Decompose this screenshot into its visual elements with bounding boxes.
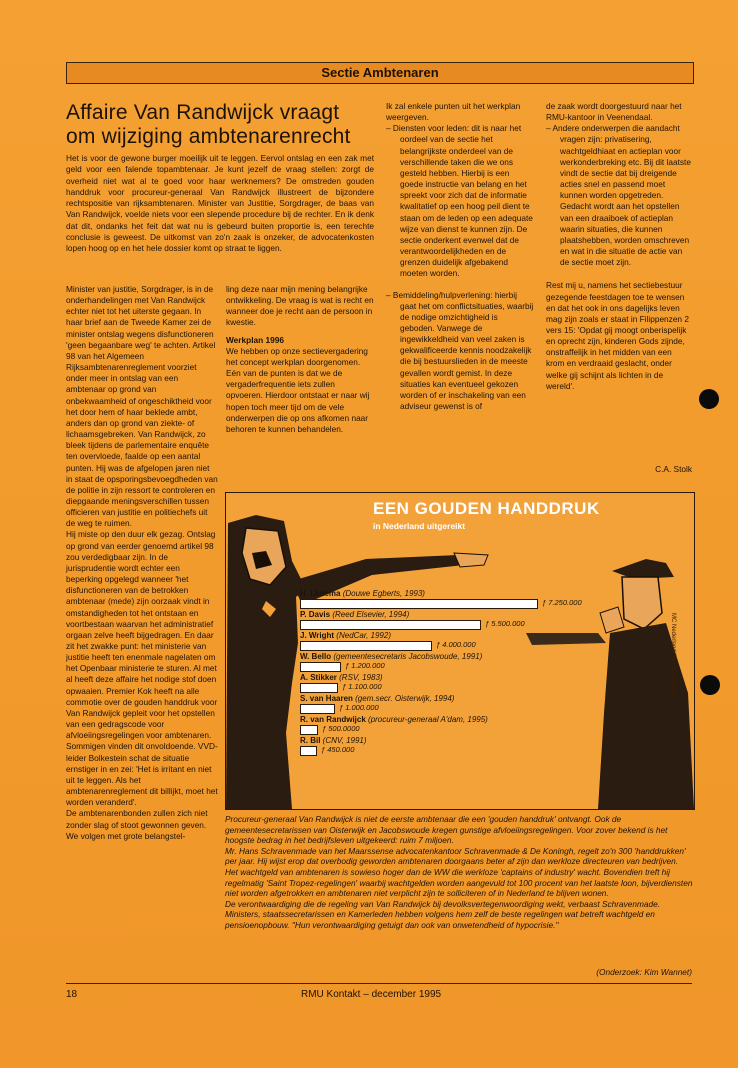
- paragraph: Rest mij u, namens het sectiebestuur gezegende feestdagen toe te wensen en dat het ook in ons dagelijks leven mag zijn zoals er staat in Filippenzen 2 vers 15: 'Opdat gij moogt onberispelijk en oprecht zijn, kinderen Gods zijnde, onstraffelijk in het midden van een krom en verdraaid geslacht, onder welke gij schijnt als lichten in de wereld'.: [546, 280, 689, 391]
- bar-value-label: ƒ 1.000.000: [339, 703, 379, 712]
- column-4: [546, 101, 692, 392]
- paragraph: De ambtenarenbonden zullen zich niet zonder slag of stoot gewonnen geven.: [66, 808, 208, 830]
- bar-value-label: ƒ 7.250.000: [542, 598, 582, 607]
- bar-organisation: (CNV, 1991): [322, 736, 367, 745]
- caption-paragraph: Mr. Hans Schravenmade van het Maarssense advocatenkantoor Schravenmade & De Koningh, regelt zo'n 300 'handdrukken' per jaar. Hij wijst erop dat overbodig geworden ambtenaren doorgaans beter af zijn dan werkloze directeuren van bedrijven. Het wachtgeld van ambtenaren is sowieso hoger dan de WW die werkloze 'captains of industry' wacht. Bovendien treft hij regelmatig 'Saint Tropez-regelingen' waarbij wachtgelden worden aangevuld tot 100 procent van het laatste loon, bijverdiensten niet worden afgetrokken en ambtenaren niet verplicht zijn te solliciteren of in Nederland te blijven wonen.: [225, 845, 693, 899]
- bar: [300, 620, 481, 630]
- handshake-chart: [225, 492, 695, 810]
- list-item: – Bemiddeling/hulpverlening: hierbij gaat het om conflictsituaties, waarbij de nodige omzichtigheid is geboden. Vanwege de ingewikkeldheid van veel zaken is gekwalificeerde kennis noodzakelijk die bij bestuurslieden in de meeste gevallen wordt gemist. In deze situaties kan eventueel gekozen worden of er inschakeling van een adviseur gewenst is of: [386, 289, 534, 412]
- bar-value-label: ƒ 4.000.000: [436, 640, 476, 649]
- punch-hole-icon: [700, 675, 720, 695]
- research-credit: (Onderzoek: Kim Wannet): [596, 967, 692, 977]
- chart-subtitle: in Nederland uitgereikt: [373, 521, 466, 531]
- footer-title: RMU Kontakt – december 1995: [301, 989, 442, 1000]
- bar: [300, 746, 317, 756]
- bar-organisation: (gem.secr. Oisterwijk, 1994): [355, 694, 455, 703]
- chart-title: EEN GOUDEN HANDDRUK: [373, 499, 600, 518]
- paragraph: ling deze naar mijn mening belangrijke ontwikkeling. De vraag is wat is recht en wanneer doe je recht aan de persoon in kwestie.: [226, 284, 374, 328]
- bar-name: J. Wright: [300, 631, 337, 640]
- bar-label: [300, 652, 482, 661]
- footer-rule: [66, 983, 692, 984]
- bar-name: H. IJntema: [300, 589, 343, 598]
- chart-caption: [225, 814, 693, 931]
- section-header: Sectie Ambtenaren: [66, 62, 694, 84]
- paragraph: de zaak wordt doorgestuurd naar het RMU-kantoor in Veenendaal.: [546, 101, 682, 123]
- bar: [300, 704, 335, 714]
- bar-value-label: ƒ 450.000: [321, 745, 355, 754]
- bar: [300, 683, 338, 693]
- list-item: – Diensten voor leden: dit is naar het oordeel van de sectie het belangrijkste onderdeel van de verschillende taken die we ons gesteld hebben. Hierbij is een goede instructie van belang en het spreekt voor zich dat de informatie kwalitatief op een hoog peil dient te staan om de leden op een adequate wijze van dienst te kunnen zijn. De sectie onderkent evenwel dat de verantwoordelijkheden en de grenzen duidelijk afgebakend moeten worden.: [386, 123, 533, 279]
- bar-name: P. Davis: [300, 610, 333, 619]
- bar: [300, 641, 432, 651]
- bar-name: R. van Randwijck: [300, 715, 369, 724]
- bar-name: S. van Haaren: [300, 694, 356, 703]
- caption-paragraph: De verontwaardiging die de regeling van Van Randwijck bij devolksvertegenwoordiging wekt, verbaast Schravenmade. Ministers, staatssecretarissen en Kamerleden hebben volgens hem zelf de beste regelingen wat betreft wachtgeld en pensioenopbouw. "Hun verontwaardiging getuigt dan ook van onwetendheid of hypocrisie.": [225, 898, 661, 930]
- paragraph: Ik zal enkele punten uit het werkplan weergeven.: [386, 101, 521, 123]
- caption-paragraph: Procureur-generaal Van Randwijck is niet de eerste ambtenaar die een 'gouden handdruk' ontvangt. Ook de gemeentesecretarissen van Oisterwijk en Jacobswoude kregen gunstige afvloeiingsregelingen. Voor zover bekend is het hoogste bedrag in het bedrijfsleven uitgekeerd: ruim 7 miljoen.: [225, 814, 668, 846]
- intro-paragraph: Het is voor de gewone burger moeilijk uit te leggen. Eervol ontslag en een zak met geld voor een falende topambtenaar. Je kunt jezelf de vraag stellen: zorgt de overheid niet wat al te goed voor haar werknemers? De omstreden gouden handdruk voor procureur-generaal Van Randwijck illustreert de bijzondere rechtspositie van rijksambtenaren. Minister van Justitie, Sorgdrager, de baas van Van Randwijck, voelde niets voor een slepende procedure bij de rechter. En ik denk dat dit, ondanks het feit dat wat nu is gebeurd buiten proportie is, een terechte conclusie is geweest. De uitkomst van zo'n zaak is onzeker, de advocatenkosten lopen hoog op en het hele dossier komt op straat te liggen.: [66, 153, 374, 254]
- list-item: – Andere onderwerpen die aandacht vragen zijn: privatisering, wachtgeldhiaat en actieplan voor werkonderbreking etc. Bij dit laatste vindt de sectie dat bij dreigende acties snel en passend moet kunnen worden opgetreden. Gedacht wordt aan het opstellen van een draaiboek of actieplan waarin situaties, die kunnen plaatshebben, worden omschreven en wat in die situatie de actie van de sectie moet zijn.: [546, 123, 691, 268]
- page-number: 18: [66, 989, 78, 1000]
- bar: [300, 662, 341, 672]
- bar: [300, 599, 538, 609]
- chart-illustration: [226, 493, 694, 809]
- bar-organisation: (gemeentesecretaris Jacobswoude, 1991): [333, 652, 483, 661]
- bar-label: [300, 610, 409, 619]
- bar-label: [300, 589, 425, 598]
- bar-label: [300, 673, 383, 682]
- column-1: [66, 284, 218, 842]
- illustration-credit: MC Nederland '95 / Ed Vortman: [670, 613, 676, 698]
- punch-hole-icon: [699, 389, 719, 409]
- bar-name: A. Stikker: [300, 673, 340, 682]
- author-signature: C.A. Stolk: [655, 464, 692, 474]
- bar-name: R. Bil: [300, 736, 323, 745]
- bar-organisation: (NedCar, 1992): [336, 631, 391, 640]
- bar: [300, 725, 318, 735]
- paragraph: Hij miste op den duur elk gezag. Ontslag op grond van eerder genoemd artikel 98 zou verdedigbaar zijn. In de jurisprudentie wordt echter een beperking opgelegd wanneer 'het disfunctioneren van de betrokken ambtenaar (mede) zijn oorzaak vindt in omstandigheden tot het ontstaan en voortbestaan waarvan het administratief orgaan zelve heeft bijgedragen. En daar zit het zwakke punt: het ministerie van justitie heeft ten enenmale nagelaten om het Openbaar ministerie te sturen. Al met al heeft deze affaire het nodige stof doen opwaaien. Premier Kok heeft na alle commotie over de gouden handdruk voor Van Randwijck gepleit voor het opstellen van een gedragscode voor afvloeiingsregelingen voor ambtenaren. Sommigen vinden dit onvoldoende. VVD-leider Bolkestein schat de situatie ernstiger in en zei: 'Het is irritant en niet uit te leggen. Als het ambtenarenreglement dit billijkt, moet het worden veranderd'.: [66, 529, 218, 808]
- bar-organisation: (Reed Elsevier, 1994): [332, 610, 410, 619]
- paragraph: Minister van justitie, Sorgdrager, is in de onderhandelingen met Van Randwijck echter niet tot het uiterste gegaan. In haar brief aan de Tweede Kamer zei de minister ontslag wegens disfunctioneren 'geen begaanbare weg' te achten. Artikel 98 van het Algemeen Rijksambtenarenreglement voorziet onder meer in ontslag van een ambtenaar op grond van onbekwaamheid of ongeschiktheid voor het door hem of haar beklede ambt, anders dan op grond van ziekte- of lichaamsgebreken. Van Randwijck, zo bleek tijdens de parlementaire enquête ten overvloede, faalde op een aantal punten. Hij was de afgelopen jaren niet in staat de opsporingsbevoegdheden van de politie in zijn ressort te controleren en diepgaande meningsverschillen tussen officieren van justitie en politiechefs uit de weg te ruimen.: [66, 284, 218, 529]
- bar-value-label: ƒ 500.0000: [322, 724, 360, 733]
- article-title: Affaire Van Randwijck vraagt om wijziging ambtenarenrecht: [66, 101, 351, 148]
- bar-label: [300, 694, 454, 703]
- bar-organisation: (RSV, 1983): [339, 673, 383, 682]
- bar-value-label: ƒ 1.200.000: [345, 661, 385, 670]
- bar-value-label: ƒ 5.500.000: [485, 619, 525, 628]
- bar-label: [300, 736, 367, 745]
- bar-label: [300, 631, 391, 640]
- paragraph: We hebben op onze sectievergadering het concept werkplan doorgenomen. Eén van de punten is dat we de vergaderfrequentie iets zullen opvoeren. Hierdoor ontstaat er naar wij hopen toch meer tijd om de vele onderwerpen die op ons afkomen naar behoren te kunnen behandelen.: [226, 345, 370, 434]
- bar-organisation: (Douwe Egberts, 1993): [342, 589, 425, 598]
- bar-label: [300, 715, 488, 724]
- subheading: Werkplan 1996: [226, 334, 284, 345]
- bar-name: W. Bello: [300, 652, 334, 661]
- column-3: [386, 101, 534, 412]
- bar-organisation: (procureur-generaal A'dam, 1995): [368, 715, 488, 724]
- column-2: [226, 284, 374, 435]
- bar-value-label: ƒ 1.100.000: [342, 682, 382, 691]
- paragraph: We volgen met grote belangstel-: [66, 830, 186, 841]
